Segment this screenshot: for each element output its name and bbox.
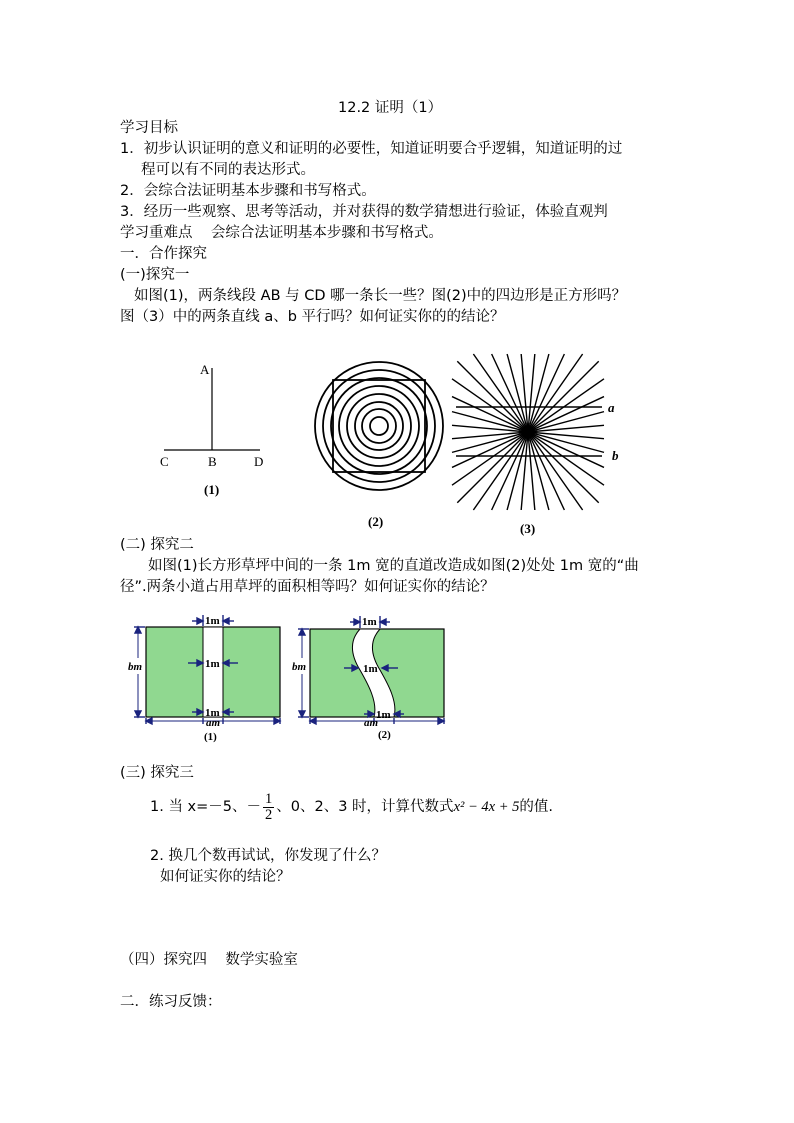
q1-prefix: 1. 当 x=－5、－ (150, 799, 262, 815)
top-1m-label: 1m (362, 616, 377, 628)
fraction-numerator: 1 (265, 790, 273, 807)
straight-path (203, 627, 223, 717)
explore1-line2: 图（3）中的两条直线 a、b 平行吗？如何证实你的的结论？ (120, 309, 505, 325)
mid-1m-label: 1m (363, 663, 378, 675)
fraction-denominator: 2 (265, 806, 273, 823)
goal-line-1b: 程可以有不同的表达形式。 (141, 162, 315, 178)
q1-middle: 、0、2、3 时，计算代数式 (276, 799, 454, 815)
explore2-line2: 径”.两条小道占用草坪的面积相等吗？如何证实你的结论？ (120, 579, 495, 595)
label-d: D (254, 454, 264, 469)
width-am-label: am (364, 717, 379, 729)
fig1-caption: (1) (204, 482, 220, 497)
explore2-line1: 如图(1)长方形草坪中间的一条 1m 宽的直道改造成如图(2)处处 1m 宽的“曲 (148, 558, 639, 574)
explore2-heading: (二) 探究二 (120, 537, 194, 553)
explore3-heading: (三) 探究三 (120, 765, 194, 781)
section1-heading: 一．合作探究 (120, 246, 207, 262)
label-a: A (200, 362, 210, 377)
explore3-q1 (150, 790, 553, 824)
figure-parallel-illusion (450, 350, 630, 540)
lawn-figure-straight (126, 612, 296, 744)
top-1m-label: 1m (205, 615, 220, 627)
fig2-caption: (2) (368, 514, 384, 529)
label-b: B (208, 454, 217, 469)
label-line-b: b (612, 448, 619, 463)
fig3-caption: (3) (520, 521, 536, 536)
label-line-a: a (608, 400, 615, 415)
lawn-figure-curved (290, 612, 450, 744)
bottom-1m-label: 1m (376, 709, 391, 721)
q1-suffix: 的值. (519, 799, 553, 815)
side-bm-label: bm (292, 661, 307, 673)
explore1-line1: 如图(1)，两条线段 AB 与 CD 哪一条长一些？图(2)中的四边形是正方形吗？ (134, 288, 627, 304)
side-bm-label: bm (128, 661, 143, 673)
figure-segments (150, 358, 270, 503)
goal-line-2: 2．会综合法证明基本步骤和书写格式。 (120, 183, 376, 199)
explore1-heading: (一)探究一 (120, 267, 190, 283)
mid-1m-label: 1m (205, 658, 220, 670)
lawn-fig2-caption: (2) (378, 729, 391, 741)
section2-heading: 二．练习反馈： (120, 994, 222, 1010)
explore4-heading: （四）探究四 数学实验室 (120, 952, 298, 968)
explore3-q2b: 如何证实你的结论？ (160, 869, 291, 885)
figure-circles-square (310, 360, 450, 532)
page-title: 12.2 证明（1） (338, 100, 443, 116)
lawn-fig1-caption: (1) (204, 731, 217, 743)
label-c: C (160, 454, 169, 469)
key-points: 学习重难点 会综合法证明基本步骤和书写格式。 (120, 225, 443, 241)
goals-heading: 学习目标 (120, 120, 178, 136)
q1-expression: x² − 4x + 5 (453, 799, 520, 815)
fraction-half (263, 792, 274, 823)
goal-line-3: 3．经历一些观察、思考等活动，并对获得的数学猜想进行验证，体验直观判 (120, 204, 608, 220)
width-am-label: am (206, 717, 221, 729)
goal-line-1: 1．初步认识证明的意义和证明的必要性，知道证明要合乎逻辑，知道证明的过 (120, 141, 623, 157)
explore3-q2: 2. 换几个数再试试，你发现了什么？ (150, 848, 386, 864)
bottom-1m-label: 1m (205, 707, 220, 719)
